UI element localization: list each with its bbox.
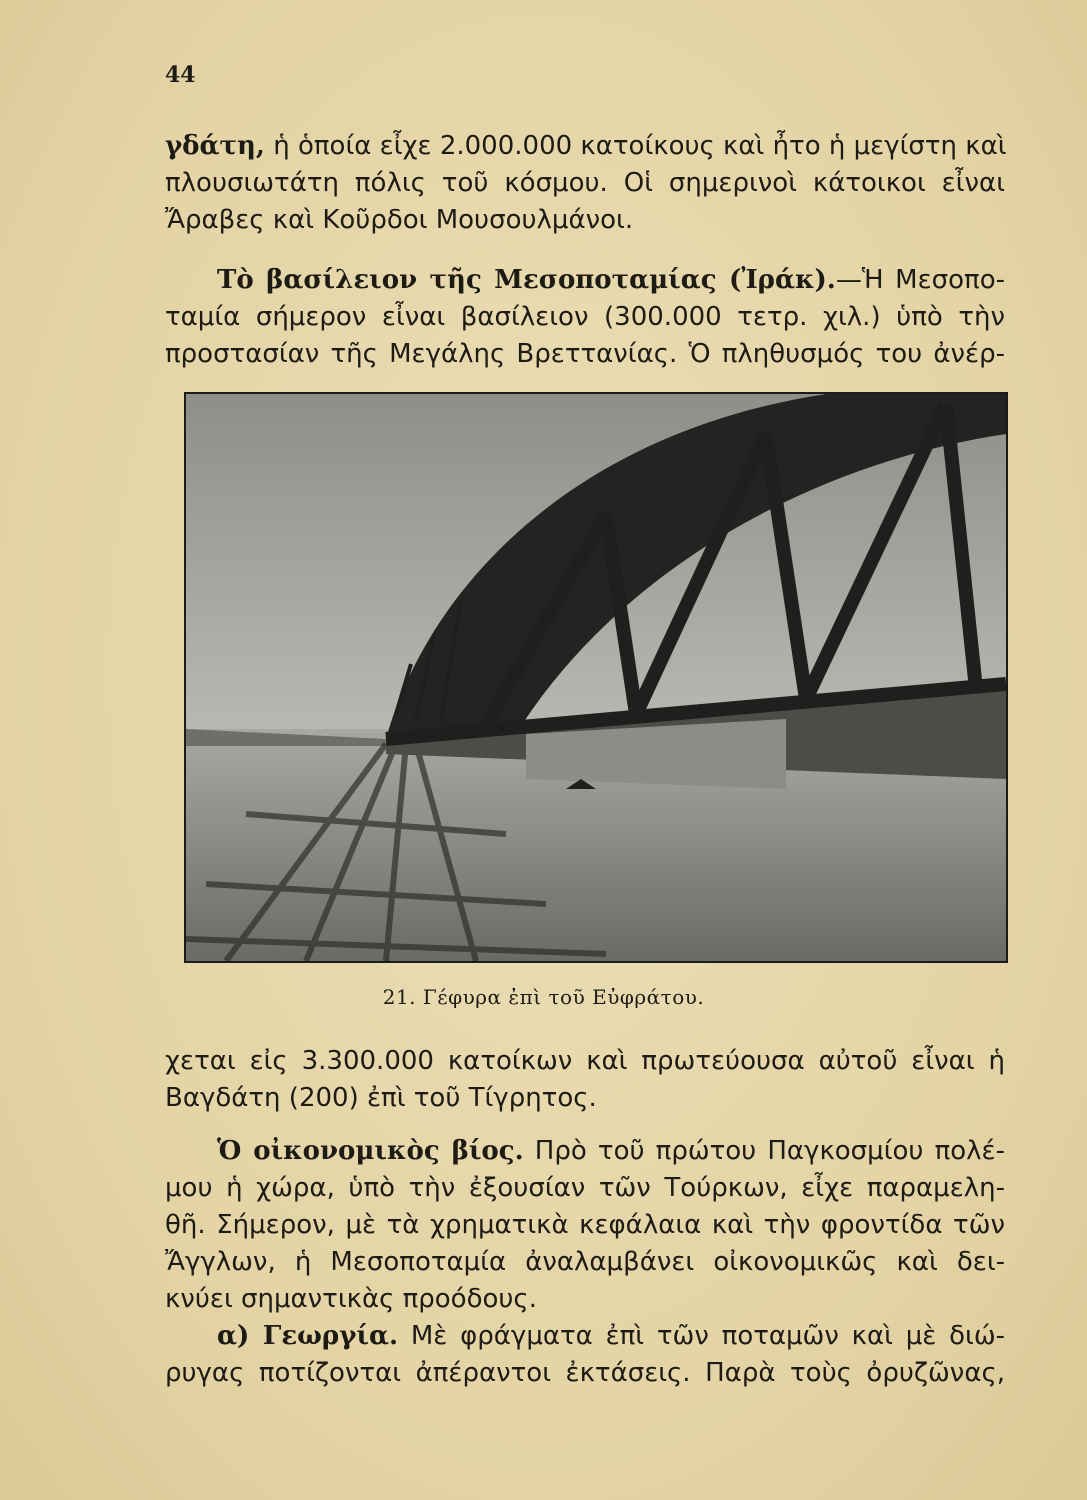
text-line [165,1133,1005,1170]
text-line: Ἄραβες καὶ Κοῦρδοι Μουσουλμάνοι. [165,205,634,235]
paragraph-kingdom [165,262,1005,373]
text-line: προστασίαν τῆς Μεγάλης Βρεττανίας. Ὁ πληθυσμός του ἀνέρ- [165,339,1005,369]
text-line: Βαγδάτη (200) ἐπὶ τοῦ Τίγρητος. [165,1083,597,1113]
line-text: Μὲ φράγματα ἐπὶ τῶν ποταμῶν καὶ μὲ διώ- [398,1321,1005,1351]
bold-lead: γδάτη, [165,131,265,161]
line-text: ἡ ὁποία εἶχε 2.000.000 κατοίκους καὶ ἦτο ἡ μεγίστη καὶ [264,131,1007,161]
text-line: κνύει σημαντικὰς προόδους. [165,1284,537,1314]
page-number: 44 [165,62,196,88]
section-heading: α) Γεωργία. [217,1321,399,1351]
text-line: Ἄγγλων, ἡ Μεσοποταμία ἀναλαμβάνει οἰκονομικῶς καὶ δει- [165,1247,1005,1277]
text-line [165,128,1005,165]
section-heading: Τὸ βασίλειον τῆς Μεσοποταμίας (Ἰράκ). [217,265,836,295]
text-line: θῆ. Σήμερον, μὲ τὰ χρηματικὰ κεφάλαια καὶ τὴν φροντίδα τῶν [165,1210,1005,1240]
paragraph-population [165,1043,1005,1117]
text-line: ταμία σήμερον εἶναι βασίλειον (300.000 τετρ. χιλ.) ὑπὸ τὴν [165,302,1005,332]
text-line: ρυγας ποτίζονται ἀπέραντοι ἐκτάσεις. Παρὰ τοὺς ὀρυζῶνας, [165,1358,1005,1388]
text-line: πλουσιωτάτη πόλις τοῦ κόσμου. Οἱ σημερινοὶ κάτοικοι εἶναι [165,168,1005,198]
bridge-photo [184,392,1008,963]
text-line [165,262,1005,299]
paragraph-economy [165,1133,1005,1392]
line-text: —Ἡ Μεσοπο- [835,265,1005,295]
text-line: μου ἡ χώρα, ὑπὸ τὴν ἐξουσίαν τῶν Τούρκων, εἶχε παραμελη- [165,1173,1005,1203]
text-line [165,1318,1005,1355]
bridge-illustration [186,394,1006,961]
figure-caption: 21. Γέφυρα ἐπὶ τοῦ Εὐφράτου. [382,985,705,1009]
text-line: χεται εἰς 3.300.000 κατοίκων καὶ πρωτεύουσα αὐτοῦ εἶναι ἡ [165,1046,1005,1076]
paragraph-baghdad [165,128,1005,239]
section-heading: Ὁ οἰκονομικὸς βίος. [217,1136,524,1166]
line-text: Πρὸ τοῦ πρώτου Παγκοσμίου πολέ- [523,1136,1005,1166]
